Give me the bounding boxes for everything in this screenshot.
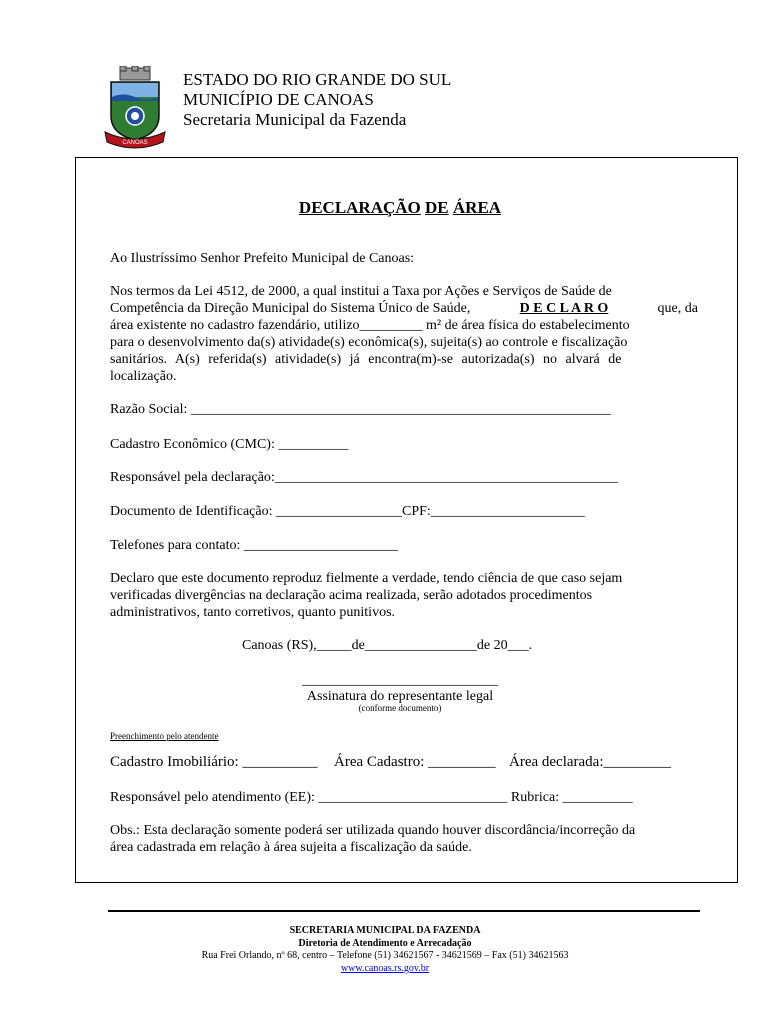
para1-line-5: sanitários. A(s) referida(s) atividade(s) já encontra(m)-se autorizada(s) no alvará de xyxy=(110,352,622,367)
para1-line-1: Nos termos da Lei 4512, de 2000, a qual institui a Taxa por Ações e Serviços de Saúde de xyxy=(110,284,612,299)
declaro-emphasis: D E C L A R O xyxy=(519,301,609,316)
footer-website-row xyxy=(0,963,770,975)
date-line[interactable]: Canoas (RS),_____de________________de 20___. xyxy=(242,638,533,653)
obs-line-2: área cadastrada em relação à área sujeita a fiscalização da saúde. xyxy=(110,840,472,855)
form-title xyxy=(0,198,770,218)
para2-line-3: administrativos, tanto corretivos, quanto punitivos. xyxy=(110,605,396,620)
signature-label: Assinatura do representante legal xyxy=(306,689,494,704)
razao-social-field[interactable]: Razão Social: ____________________________________________________________ xyxy=(110,402,611,417)
para1-line-6: localização. xyxy=(110,369,177,384)
para2-line-2: verificadas divergências na declaração acima realizada, serão adotados procedimentos xyxy=(110,588,593,603)
title-word-declaracao: DECLARAÇÃO xyxy=(298,198,421,217)
cadastro-imobiliario-field[interactable]: Cadastro Imobiliário: __________ xyxy=(110,754,318,770)
documento-cpf-field[interactable]: Documento de Identificação: __________________CPF:______________________ xyxy=(110,504,585,519)
responsavel-atendimento-field[interactable]: Responsável pelo atendimento (EE): ___________________________ Rubrica: __________ xyxy=(110,790,633,805)
area-declarada-field[interactable]: Área declarada:_________ xyxy=(509,754,672,770)
signature-note: (conforme documento) xyxy=(358,703,442,713)
para1-line-4: para o desenvolvimento da(s) atividade(s) econômica(s), sujeita(s) ao controle e fiscalização xyxy=(110,335,628,350)
footer-divider xyxy=(108,910,700,912)
footer-address: Rua Frei Orlando, nº 68, centro – Telefone (51) 34621567 - 34621569 – Fax (51) 34621563 xyxy=(201,950,569,961)
municipal-coat-of-arms xyxy=(103,66,167,150)
attendant-heading: Preenchimento pelo atendente xyxy=(110,731,219,741)
footer-directorate: Diretoria de Atendimento e Arrecadação xyxy=(298,938,472,949)
telefones-field[interactable]: Telefones para contato: ______________________ xyxy=(110,538,398,553)
title-word-area: ÁREA xyxy=(452,198,502,217)
para2-line-1: Declaro que este documento reproduz fielmente a verdade, tendo ciência de que caso sejam xyxy=(110,571,623,586)
para1-line-2-post: que, da xyxy=(657,301,698,316)
svg-text:CANOAS: CANOAS xyxy=(122,140,148,146)
title-word-de: DE xyxy=(425,198,449,217)
area-cadastro-field[interactable]: Área Cadastro: _________ xyxy=(334,754,496,770)
footer-website-link[interactable]: www.canoas.rs.gov.br xyxy=(340,963,430,974)
salutation: Ao Ilustríssimo Senhor Prefeito Municipal de Canoas: xyxy=(110,251,415,266)
responsavel-field[interactable]: Responsável pela declaração:_________________________________________________ xyxy=(110,470,618,485)
footer-title: SECRETARIA MUNICIPAL DA FAZENDA xyxy=(289,925,481,936)
para1-line-3: área existente no cadastro fazendário, utilizo_________ m² de área física do estabelecimento xyxy=(110,318,630,333)
cadastro-economico-field[interactable]: Cadastro Econômico (CMC): __________ xyxy=(110,437,349,452)
header-state: ESTADO DO RIO GRANDE DO SUL xyxy=(183,70,452,89)
para1-line-2-pre: Competência da Direção Municipal do Sistema Único de Saúde, xyxy=(110,301,471,316)
obs-line-1: Obs.: Esta declaração somente poderá ser utilizada quando houver discordância/incorreção da xyxy=(110,823,636,838)
header-secretariat: Secretaria Municipal da Fazenda xyxy=(183,110,407,129)
signature-line[interactable]: ____________________________ xyxy=(302,673,498,688)
header-municipality: MUNICÍPIO DE CANOAS xyxy=(183,90,374,109)
para1-line-2 xyxy=(110,300,698,317)
